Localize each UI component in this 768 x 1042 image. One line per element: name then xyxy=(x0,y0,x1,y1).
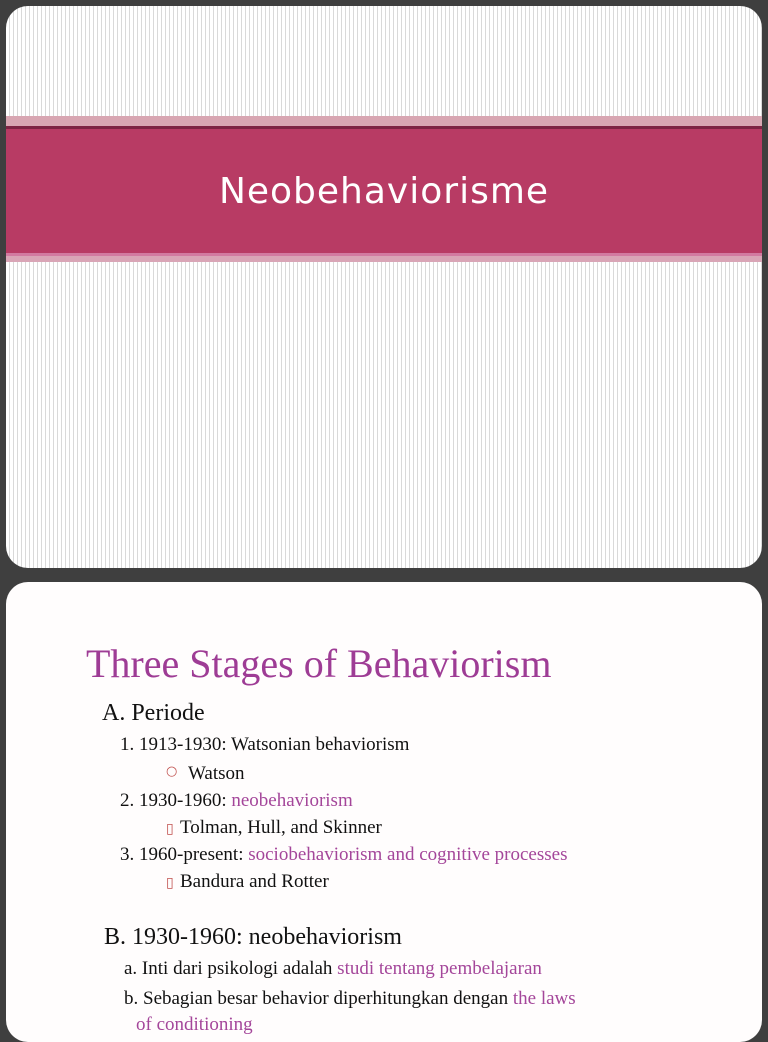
section-b-heading: B. 1930-1960: neobehaviorism xyxy=(104,924,402,950)
section-b-item-b xyxy=(124,988,576,1010)
period-item-1-label: 1. 1913-1930: xyxy=(120,734,232,755)
section-b-item-b-accent: the laws xyxy=(512,988,576,1009)
section-a-heading: A. Periode xyxy=(102,700,205,726)
period-item-3-label: 3. 1960-present: xyxy=(120,844,249,865)
period-item-3 xyxy=(120,844,567,866)
period-item-2 xyxy=(120,790,353,812)
circle-bullet-icon: ○ xyxy=(166,764,178,779)
period-subitem-1 xyxy=(166,763,245,785)
title-band-top-stripe xyxy=(6,116,762,126)
period-subitem-1-text: Watson xyxy=(188,763,245,784)
section-b-item-a xyxy=(124,958,542,980)
period-subitem-3-text: Bandura and Rotter xyxy=(180,871,329,892)
period-subitem-2 xyxy=(166,817,382,839)
period-item-3-accent: sociobehaviorism and cognitive processes xyxy=(248,844,568,865)
section-b-item-b-continuation: of conditioning xyxy=(136,1014,253,1035)
period-subitem-2-text: Tolman, Hull, and Skinner xyxy=(180,817,382,838)
content-slide-title: Three Stages of Behaviorism xyxy=(86,641,552,686)
period-subitem-3 xyxy=(166,871,329,893)
period-item-1-text: Watsonian behaviorism xyxy=(231,734,410,755)
period-item-2-label: 2. 1930-1960: xyxy=(120,790,232,811)
title-band-bottom-stripe xyxy=(6,256,762,262)
slide-title: Neobehaviorisme xyxy=(218,170,550,212)
content-slide xyxy=(6,582,762,1042)
section-b-item-b-label: b. Sebagian besar behavior diperhitungkan dengan xyxy=(124,988,513,1009)
box-bullet-icon: ▯ xyxy=(166,821,174,837)
period-item-1 xyxy=(120,734,409,756)
box-bullet-icon: ▯ xyxy=(166,875,174,891)
period-item-2-accent: neobehaviorism xyxy=(231,790,353,811)
section-b-item-a-label: a. Inti dari psikologi adalah xyxy=(124,958,338,979)
section-b-item-a-accent: studi tentang pembelajaran xyxy=(337,958,542,979)
title-band xyxy=(6,129,762,253)
title-slide xyxy=(6,6,762,568)
